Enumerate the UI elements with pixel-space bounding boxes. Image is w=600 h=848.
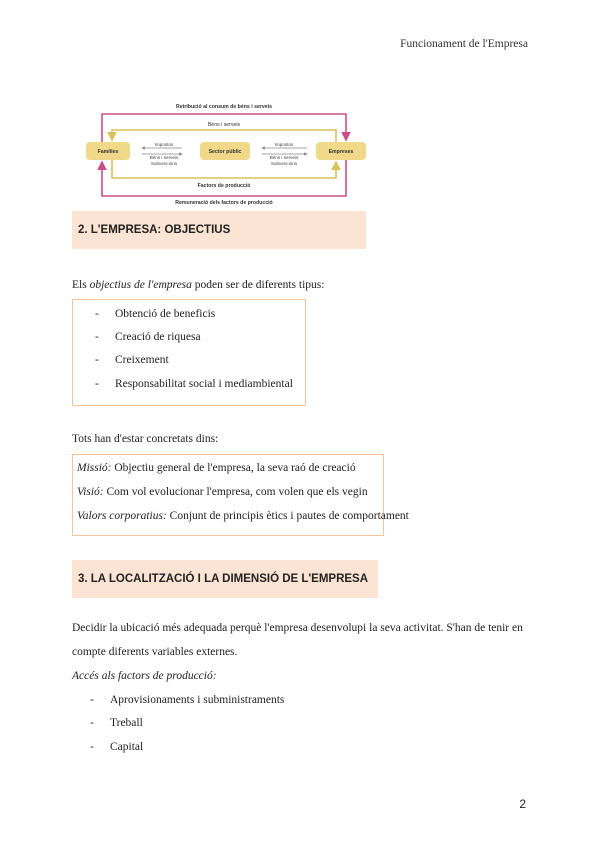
intro-italic: objectius de l'empresa <box>89 279 192 291</box>
definition-values <box>77 510 409 522</box>
list-dash: - <box>95 378 99 390</box>
diagram-goods-label: Béns i serveis <box>207 122 241 128</box>
factors-label: Factors de producció <box>197 183 251 189</box>
definition-text: Com vol evolucionar l'empresa, com volen que els vegin <box>103 486 368 498</box>
list-dash: - <box>90 717 94 729</box>
definition-vision <box>77 486 368 498</box>
public-sector-label: Sector públic <box>208 149 242 155</box>
definition-text: Conjunt de principis ètics i pautes de comportament <box>166 510 409 522</box>
list-dash: - <box>90 741 94 753</box>
factor-text: Aprovisionaments i subministraments <box>110 694 285 706</box>
section-3-heading-text: 3. LA LOCALITZACIÓ I LA DIMENSIÓ DE L'EMPRESA <box>78 573 369 585</box>
list-dash: - <box>95 331 99 343</box>
concrete-intro: Tots han d'estar concretats dins: <box>72 433 219 445</box>
left-goods-label: Béns i serveis <box>149 155 179 160</box>
section-2-heading <box>72 211 366 249</box>
inner-flow-top <box>112 130 336 142</box>
location-paragraph-line-1: Decidir la ubicació més adequada perquè l'empresa desenvolupi la seva activitat. S'han de tenir en <box>72 622 523 634</box>
companies-label: Empreses <box>328 149 354 155</box>
outer-flow-top <box>102 114 346 142</box>
circular-flow-diagram <box>82 100 372 208</box>
objective-text: Creixement <box>115 354 169 366</box>
factor-text: Capital <box>110 741 144 753</box>
right-goods-label: Béns i serveis <box>269 155 299 160</box>
definition-text: Objectiu general de l'empresa, la seva raó de creació <box>111 462 356 474</box>
objectives-intro <box>72 279 324 291</box>
location-paragraph-line-2: compte diferents variables externes. <box>72 646 238 658</box>
definitions-box <box>72 454 409 536</box>
objectives-box <box>72 299 306 406</box>
diagram-top-label: Retribució al consum de béns i serveis <box>175 104 273 110</box>
list-dash: - <box>90 694 94 706</box>
intro-prefix: Els <box>72 279 90 291</box>
section-2-heading-text: 2. L'EMPRESA: OBJECTIUS <box>78 224 231 236</box>
diagram-bottom-label: Remuneració dels factors de producció <box>175 200 273 206</box>
objective-text: Creació de riquesa <box>115 331 201 343</box>
page-number: 2 <box>519 797 526 811</box>
factor-text: Treball <box>110 717 143 729</box>
list-dash: - <box>95 354 99 366</box>
running-header: Funcionament de l'Empresa <box>400 38 528 50</box>
families-label: Famílies <box>97 149 119 155</box>
left-subsidies-label: Subvencions <box>150 161 178 166</box>
section-3-heading <box>72 560 378 598</box>
factors-heading: Accés als factors de producció: <box>72 670 217 682</box>
right-subsidies-label: Subvencions <box>270 161 298 166</box>
objective-text: Responsabilitat social i mediambiental <box>115 378 293 390</box>
right-taxes-label: Impostos <box>274 142 294 147</box>
definition-term: Visió: <box>77 486 104 498</box>
circular-flow-svg <box>82 100 372 208</box>
intro-suffix: poden ser de diferents tipus: <box>191 279 325 291</box>
definition-term: Missió: <box>77 462 112 474</box>
objective-text: Obtenció de beneficis <box>115 308 216 320</box>
left-taxes-label: Impostos <box>154 142 174 147</box>
definition-mission <box>77 462 356 474</box>
definition-term: Valors corporatius: <box>77 510 167 522</box>
inner-flow-bottom <box>112 160 336 178</box>
list-dash: - <box>95 308 99 320</box>
